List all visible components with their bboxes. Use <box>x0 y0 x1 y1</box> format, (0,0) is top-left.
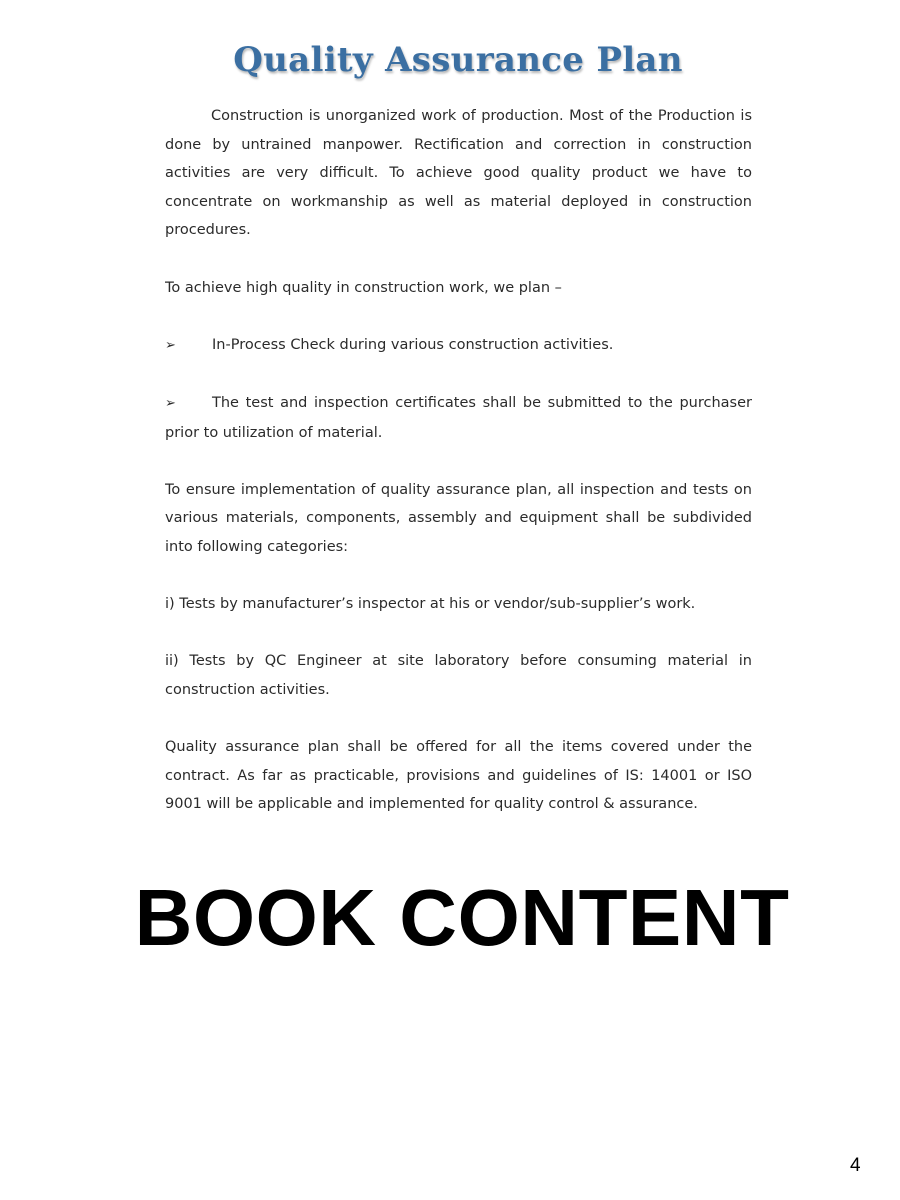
bullet-text: In-Process Check during various construction activities. <box>212 336 614 353</box>
arrow-bullet-icon: ➢ <box>165 337 176 353</box>
paragraph-plan-lead: To achieve high quality in construction work, we plan – <box>165 279 562 296</box>
paragraph-implementation: To ensure implementation of quality assurance plan, all inspection and tests on various materials, components, assembly and equipment shall be subdivided into following categories: <box>165 481 752 555</box>
category-item: ii) Tests by QC Engineer at site laboratory before consuming material in construction activities. <box>165 653 752 698</box>
document-title: Quality Assurance Plan <box>233 40 683 80</box>
document-body <box>165 102 752 836</box>
bullet-item <box>165 389 752 447</box>
arrow-bullet-icon: ➢ <box>165 395 176 411</box>
paragraph-closing: Quality assurance plan shall be offered for all the items covered under the contract. As far as practicable, provisions and guidelines of IS: 14001 or ISO 9001 will be applicable and implemented for quality control & assurance. <box>165 739 752 813</box>
bullet-item <box>165 331 752 361</box>
page-number: 4 <box>850 1155 861 1176</box>
paragraph-intro: Construction is unorganized work of production. Most of the Production is done by untrained manpower. Rectification and correction in construction activities are very difficult. To achieve good quality product we have to concentrate on workmanship as well as material deployed in construction procedures. <box>165 108 752 239</box>
book-content-label: BOOK CONTENT <box>134 873 790 962</box>
category-item: i) Tests by manufacturer’s inspector at his or vendor/sub-supplier’s work. <box>165 596 696 613</box>
bullet-text: The test and inspection certificates shall be submitted to the purchaser prior to utilization of material. <box>165 394 752 441</box>
